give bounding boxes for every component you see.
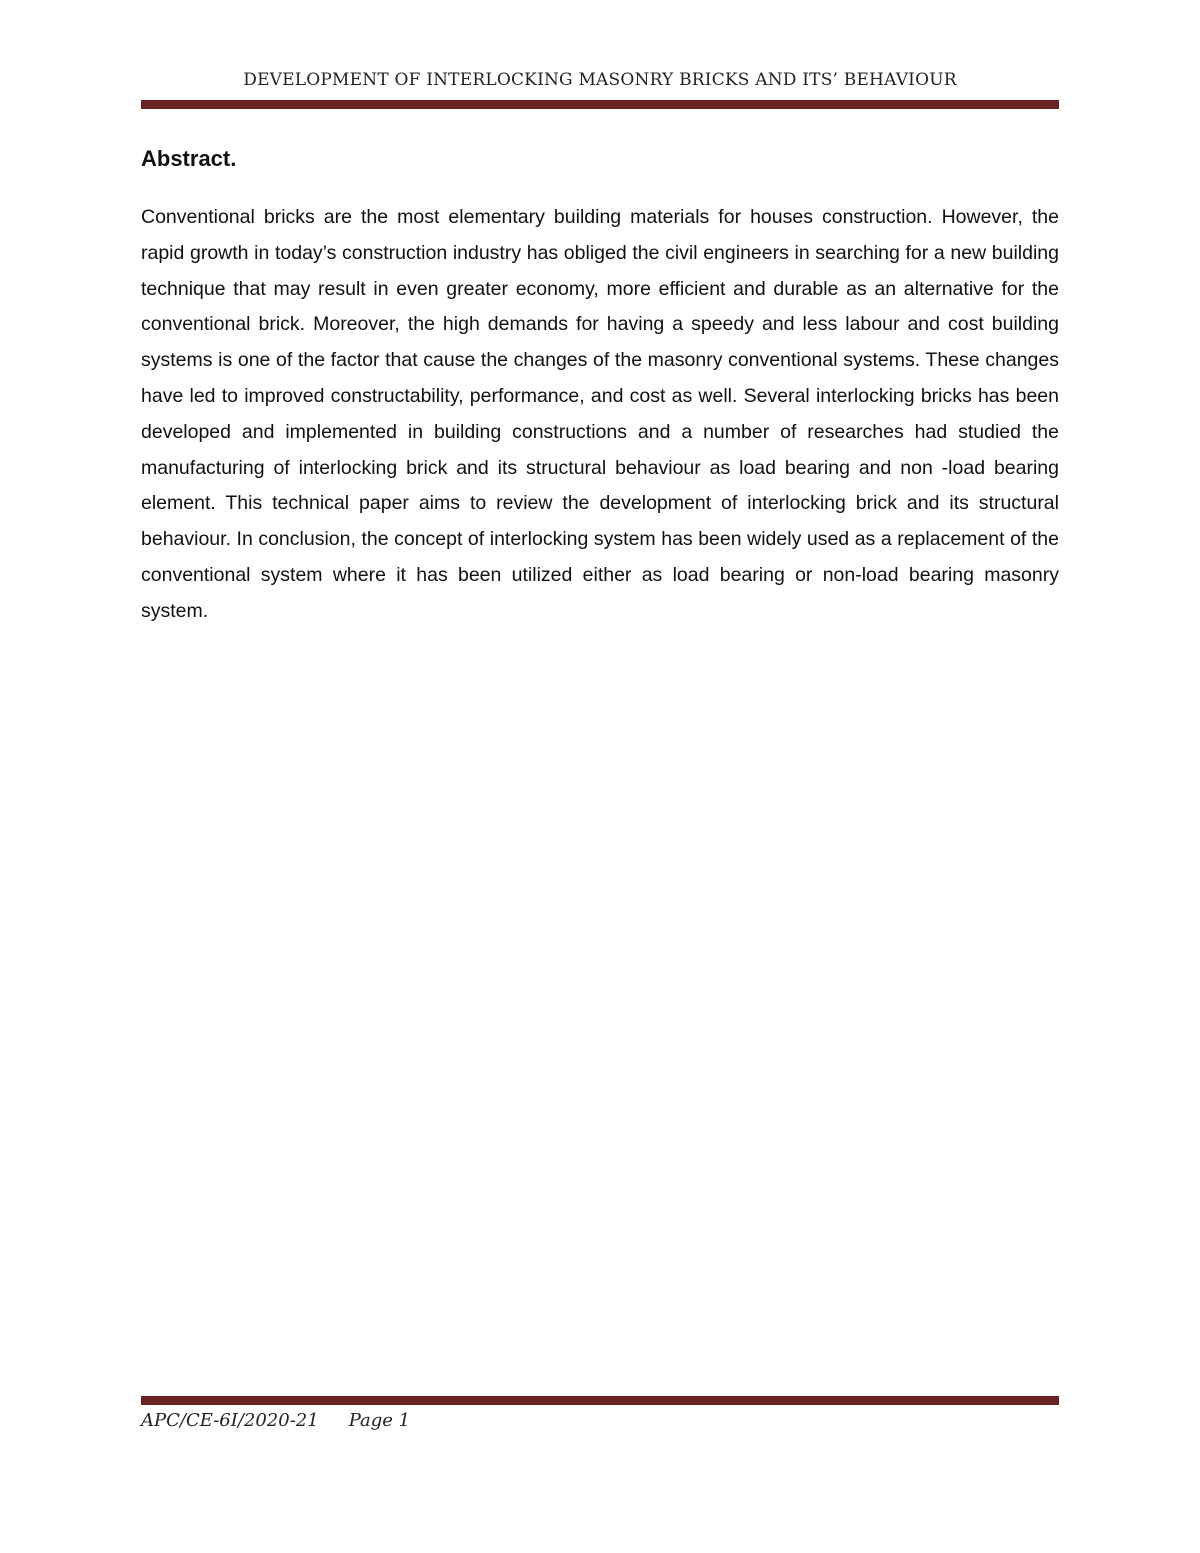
abstract-paragraph: Conventional bricks are the most elementary building materials for houses construction. However, the rapid growth in today’s construction industry has obliged the civil engineers in searching for a new building technique that may result in even greater economy, more efficient and durable as an alternative for the conventional brick. Moreover, the high demands for having a speedy and less labour and cost building systems is one of the factor that cause the changes of the masonry conventional systems. These changes have led to improved constructability, performance, and cost as well. Several interlocking bricks has been developed and implemented in building constructions and a number of researches had studied the manufacturing of interlocking brick and its structural behaviour as load bearing and non -load bearing element. This technical paper aims to review the development of interlocking brick and its structural behaviour. In conclusion, the concept of interlocking system has been widely used as a replacement of the conventional system where it has been utilized either as load bearing or non-load bearing masonry system. xyxy=(141,206,1059,622)
footer-document-code: APC/CE-6I/2020-21 xyxy=(141,1410,319,1431)
footer-rule xyxy=(141,1396,1059,1405)
page-footer xyxy=(141,1410,410,1431)
footer-page-number: Page 1 xyxy=(348,1410,411,1431)
header-rule xyxy=(141,100,1059,109)
abstract-heading: Abstract. xyxy=(141,146,237,171)
running-header-title: DEVELOPMENT OF INTERLOCKING MASONRY BRICKS AND ITS’ BEHAVIOUR xyxy=(243,70,957,90)
